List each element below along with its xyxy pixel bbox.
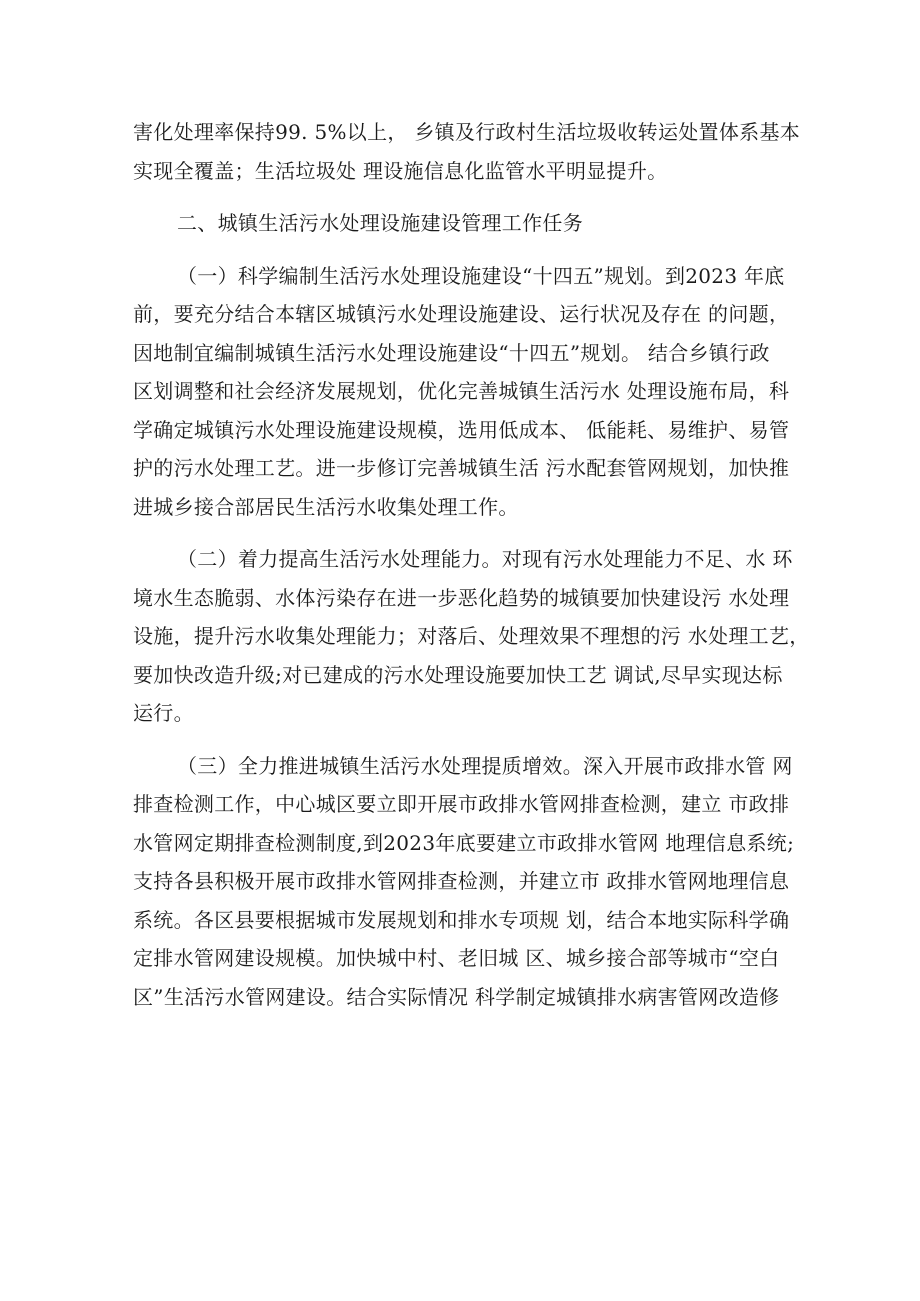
text-line: 前，要充分结合本辖区城镇污水处理设施建设、运行状况及存在 的问题， [133,302,790,326]
text-line: 进城乡接合部居民生活污水收集处理工作。 [133,494,519,519]
paragraph-item-1 [133,257,803,527]
text-line: 境水生态脆弱、水体污染存在进一步恶化趋势的城镇要加快建设污 水处理 [133,585,790,610]
text-line: （一）科学编制生活污水处理设施建设“十四五”规划。到2023 年底 [177,263,785,288]
section-heading [133,204,803,243]
text-line: 支持各县积极开展市政排水管网排查检测，并建立市 政排水管网地理信息 [133,869,790,893]
text-line: 要加快改造升级;对已建成的污水处理设施要加快工艺 调试,尽早实现达标 [133,662,783,687]
paragraph-item-2 [133,540,810,733]
text-line: 系统。各区县要根据城市发展规划和排水专项规 划，结合本地实际科学确 [133,907,790,932]
text-line: 因地制宜编制城镇生活污水处理设施建设“十四五”规划。 结合乡镇行政 [133,340,770,365]
text-line: 运行。 [133,701,194,725]
text-line: 区”生活污水管网建设。结合实际情况 科学制定城镇排水病害管网改造修 [133,984,780,1009]
text-line: 水管网定期排查检测制度,到2023年底要建立市政排水管网 地理信息系统; [133,830,795,855]
text-line: 害化处理率保持99. 5%以上， 乡镇及行政村生活垃圾收转运处置体系基本 [133,120,801,144]
text-line: 护的污水处理工艺。进一步修订完善城镇生活 污水配套管网规划，加快推 [133,456,790,480]
text-line: （二）着力提高生活污水处理能力。对现有污水处理能力不足、水 环 [177,547,793,571]
paragraph-intro-continued [133,113,803,190]
document-body [133,113,810,1016]
text-line: （三）全力推进城镇生活污水处理提质增效。深入开展市政排水管 网 [177,753,793,778]
text-line: 区划调整和社会经济发展规划，优化完善城镇生活污水 处理设施布局，科 [133,379,790,403]
text-line: 排查检测工作，中心城区要立即开展市政排水管网排查检测，建立 市政排 [133,792,790,816]
text-line: 设施，提升污水收集处理能力；对落后、处理效果不理想的污 水处理工艺， [133,624,810,648]
paragraph-item-3 [133,747,803,1017]
text-line: 定排水管网建设规模。加快城中村、老旧城 区、城乡接合部等城市“空白 [133,946,780,970]
heading-line: 二、城镇生活污水处理设施建设管理工作任务 [177,211,583,235]
text-line: 学确定城镇污水处理设施建设规模，选用低成本、 低能耗、易维护、易管 [133,417,790,442]
text-line: 实现全覆盖；生活垃圾处 理设施信息化监管水平明显提升。 [133,158,668,183]
